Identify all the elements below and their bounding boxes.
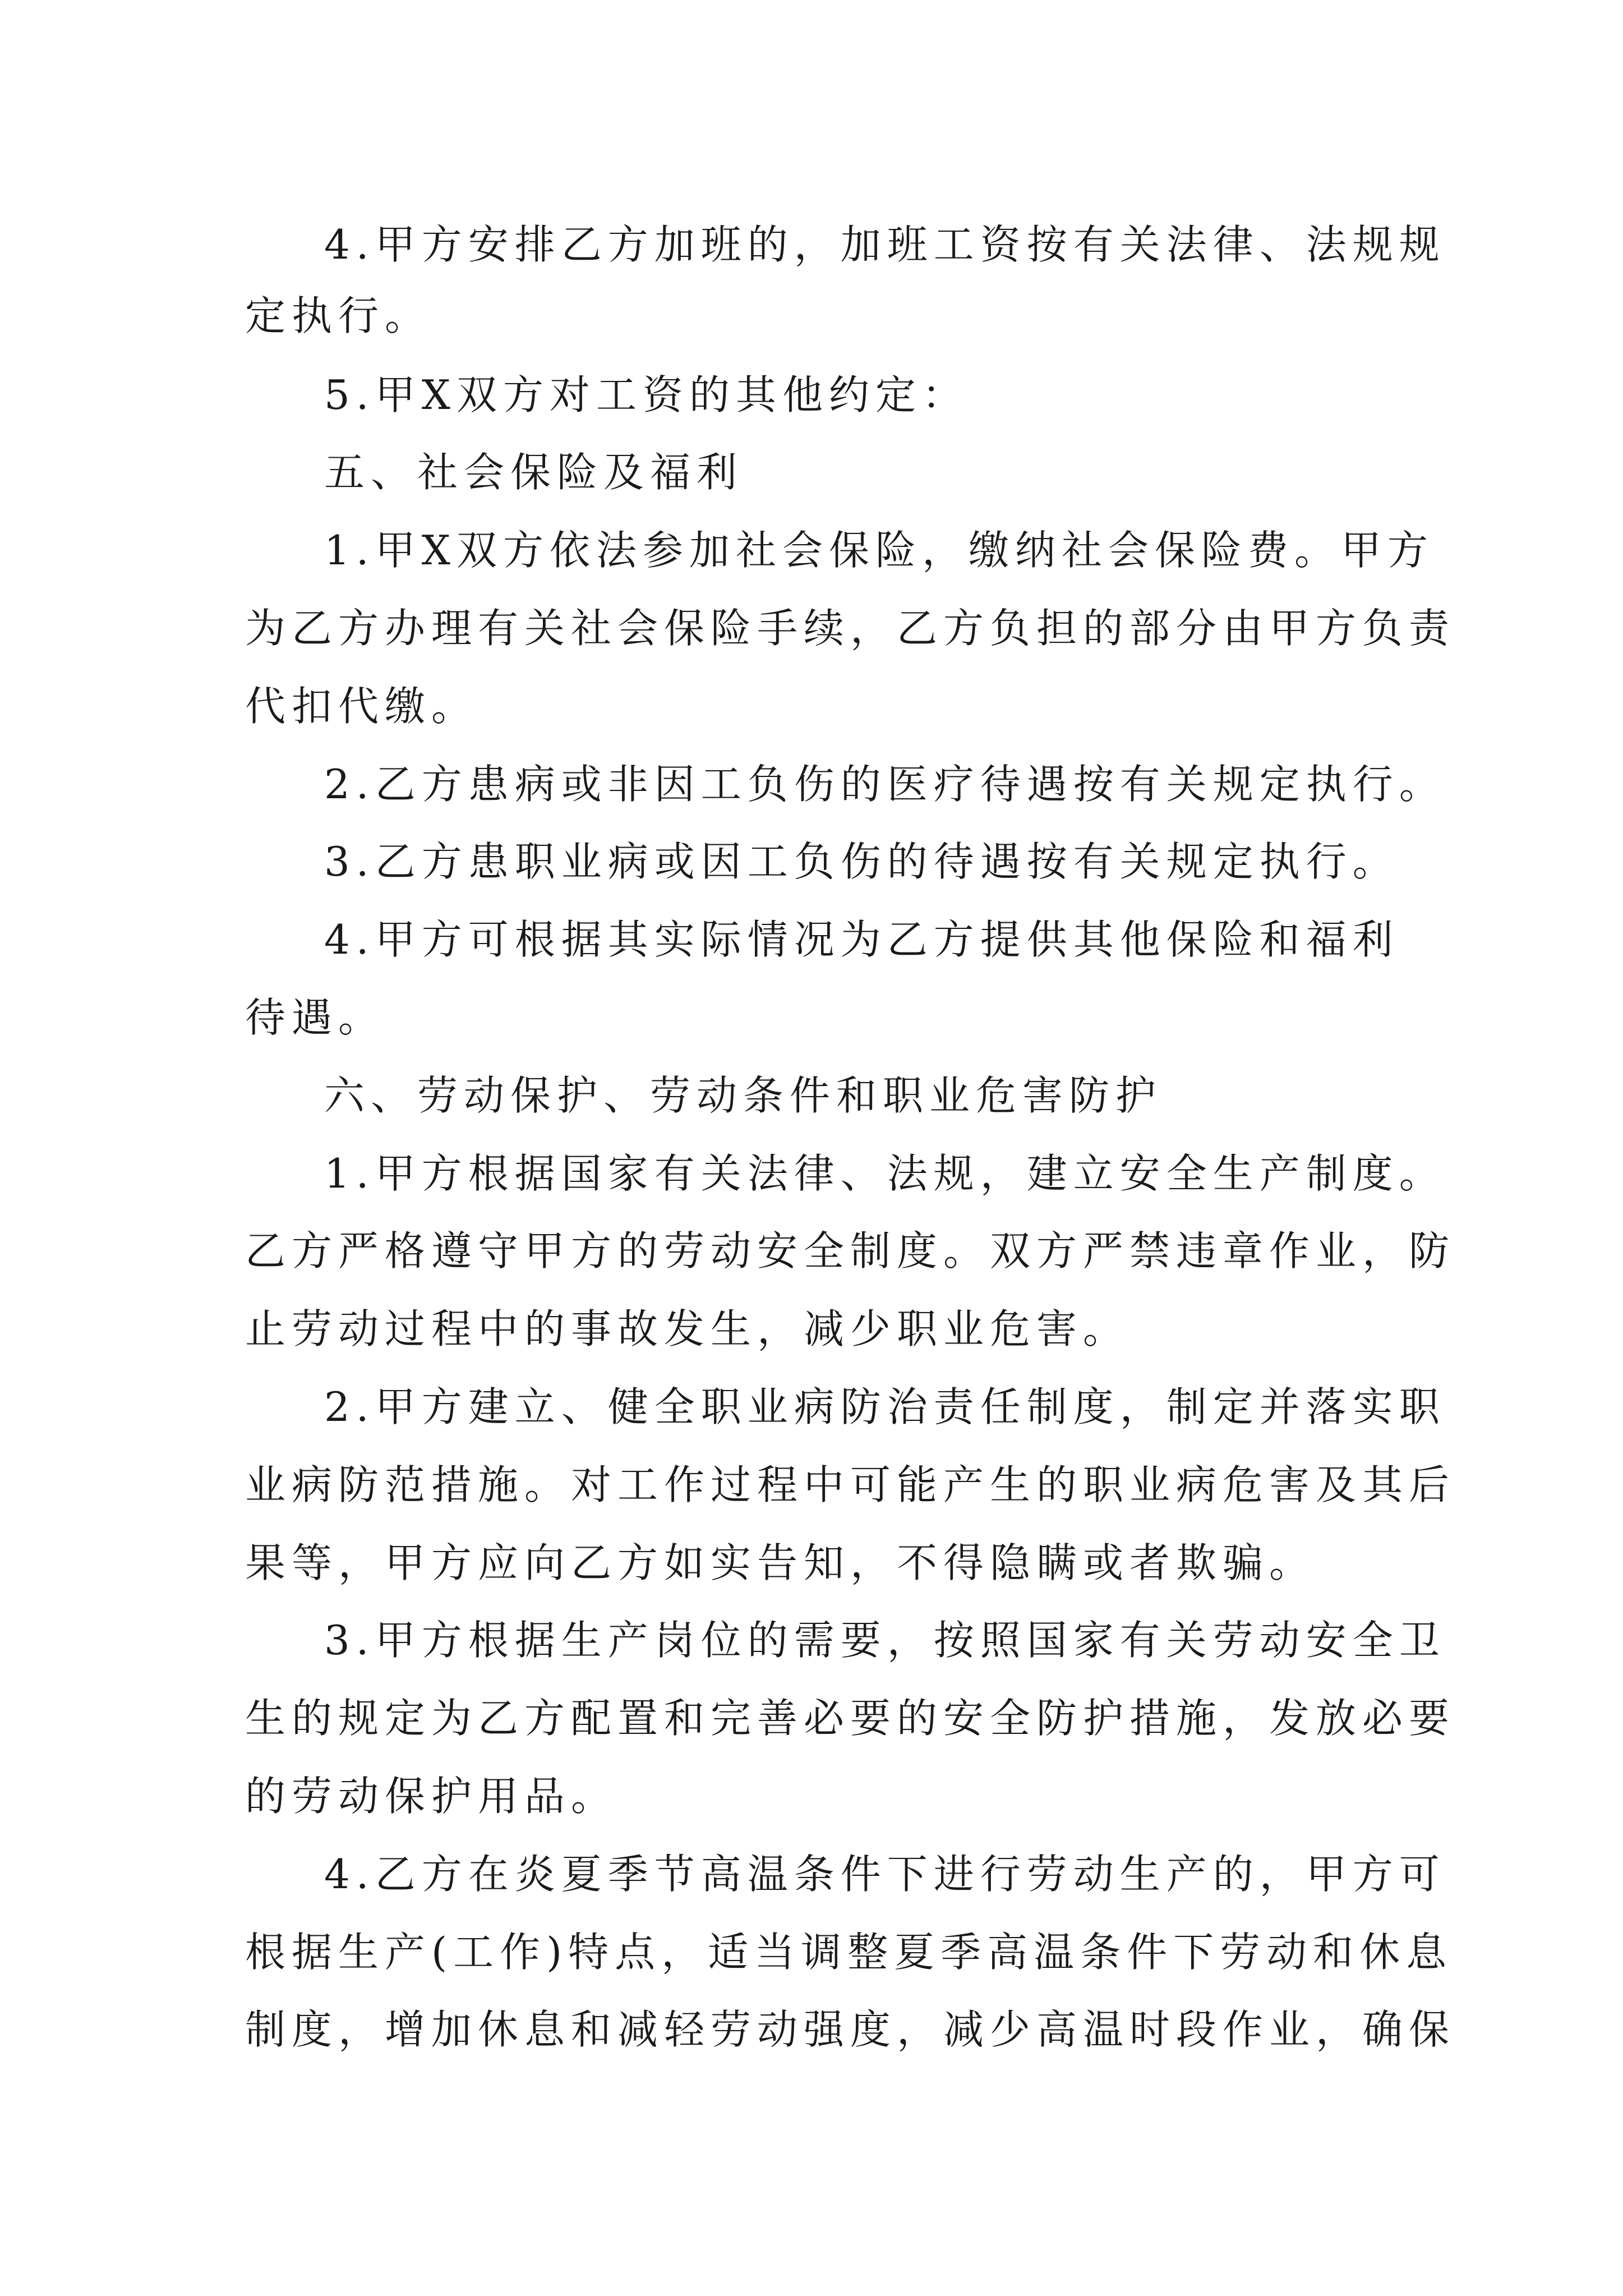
paragraph-line: 2.乙方患病或非因工负伤的医疗待遇按有关规定执行。 [324,761,1446,808]
paragraph-line: 乙方严格遵守甲方的劳动安全制度。双方严禁违章作业，防 [245,1227,1456,1274]
paragraph-line: 生的规定为乙方配置和完善必要的安全防护措施，发放必要 [245,1695,1456,1742]
paragraph-line: 的劳动保护用品。 [245,1773,618,1820]
paragraph-line: 果等，甲方应向乙方如实告知，不得隐瞒或者欺骗。 [245,1539,1316,1586]
paragraph-line: 制度，增加休息和减轻劳动强度，减少高温时段作业，确保 [245,2006,1456,2053]
paragraph-line: 待遇。 [245,994,385,1041]
paragraph-line: 3.乙方患职业病或因工负伤的待遇按有关规定执行。 [324,838,1399,885]
paragraph-line: 1.甲X双方依法参加社会保险，缴纳社会保险费。甲方 [324,527,1434,574]
paragraph-line: 4.甲方可根据其实际情况为乙方提供其他保险和福利 [324,916,1399,963]
paragraph-line: 5.甲X双方对工资的其他约定： [324,371,969,418]
paragraph-line: 止劳动过程中的事故发生，减少职业危害。 [245,1305,1130,1352]
section-heading: 五、社会保险及福利 [324,449,744,496]
paragraph-line: 为乙方办理有关社会保险手续，乙方负担的部分由甲方负责 [245,605,1456,652]
paragraph-line: 4.甲方安排乙方加班的，加班工资按有关法律、法规规 [324,221,1446,268]
paragraph-line: 根据生产(工作)特点，适当调整夏季高温条件下劳动和休息 [245,1929,1453,1976]
paragraph-line: 1.甲方根据国家有关法律、法规，建立安全生产制度。 [324,1150,1446,1197]
paragraph-line: 3.甲方根据生产岗位的需要，按照国家有关劳动安全卫 [324,1617,1446,1664]
paragraph-line: 业病防范措施。对工作过程中可能产生的职业病危害及其后 [245,1461,1456,1508]
paragraph-line: 定执行。 [245,292,432,339]
paragraph-line: 2.甲方建立、健全职业病防治责任制度，制定并落实职 [324,1383,1446,1430]
paragraph-line: 4.乙方在炎夏季节高温条件下进行劳动生产的，甲方可 [324,1851,1446,1898]
paragraph-line: 代扣代缴。 [245,683,478,730]
section-heading: 六、劳动保护、劳动条件和职业危害防护 [324,1072,1163,1119]
